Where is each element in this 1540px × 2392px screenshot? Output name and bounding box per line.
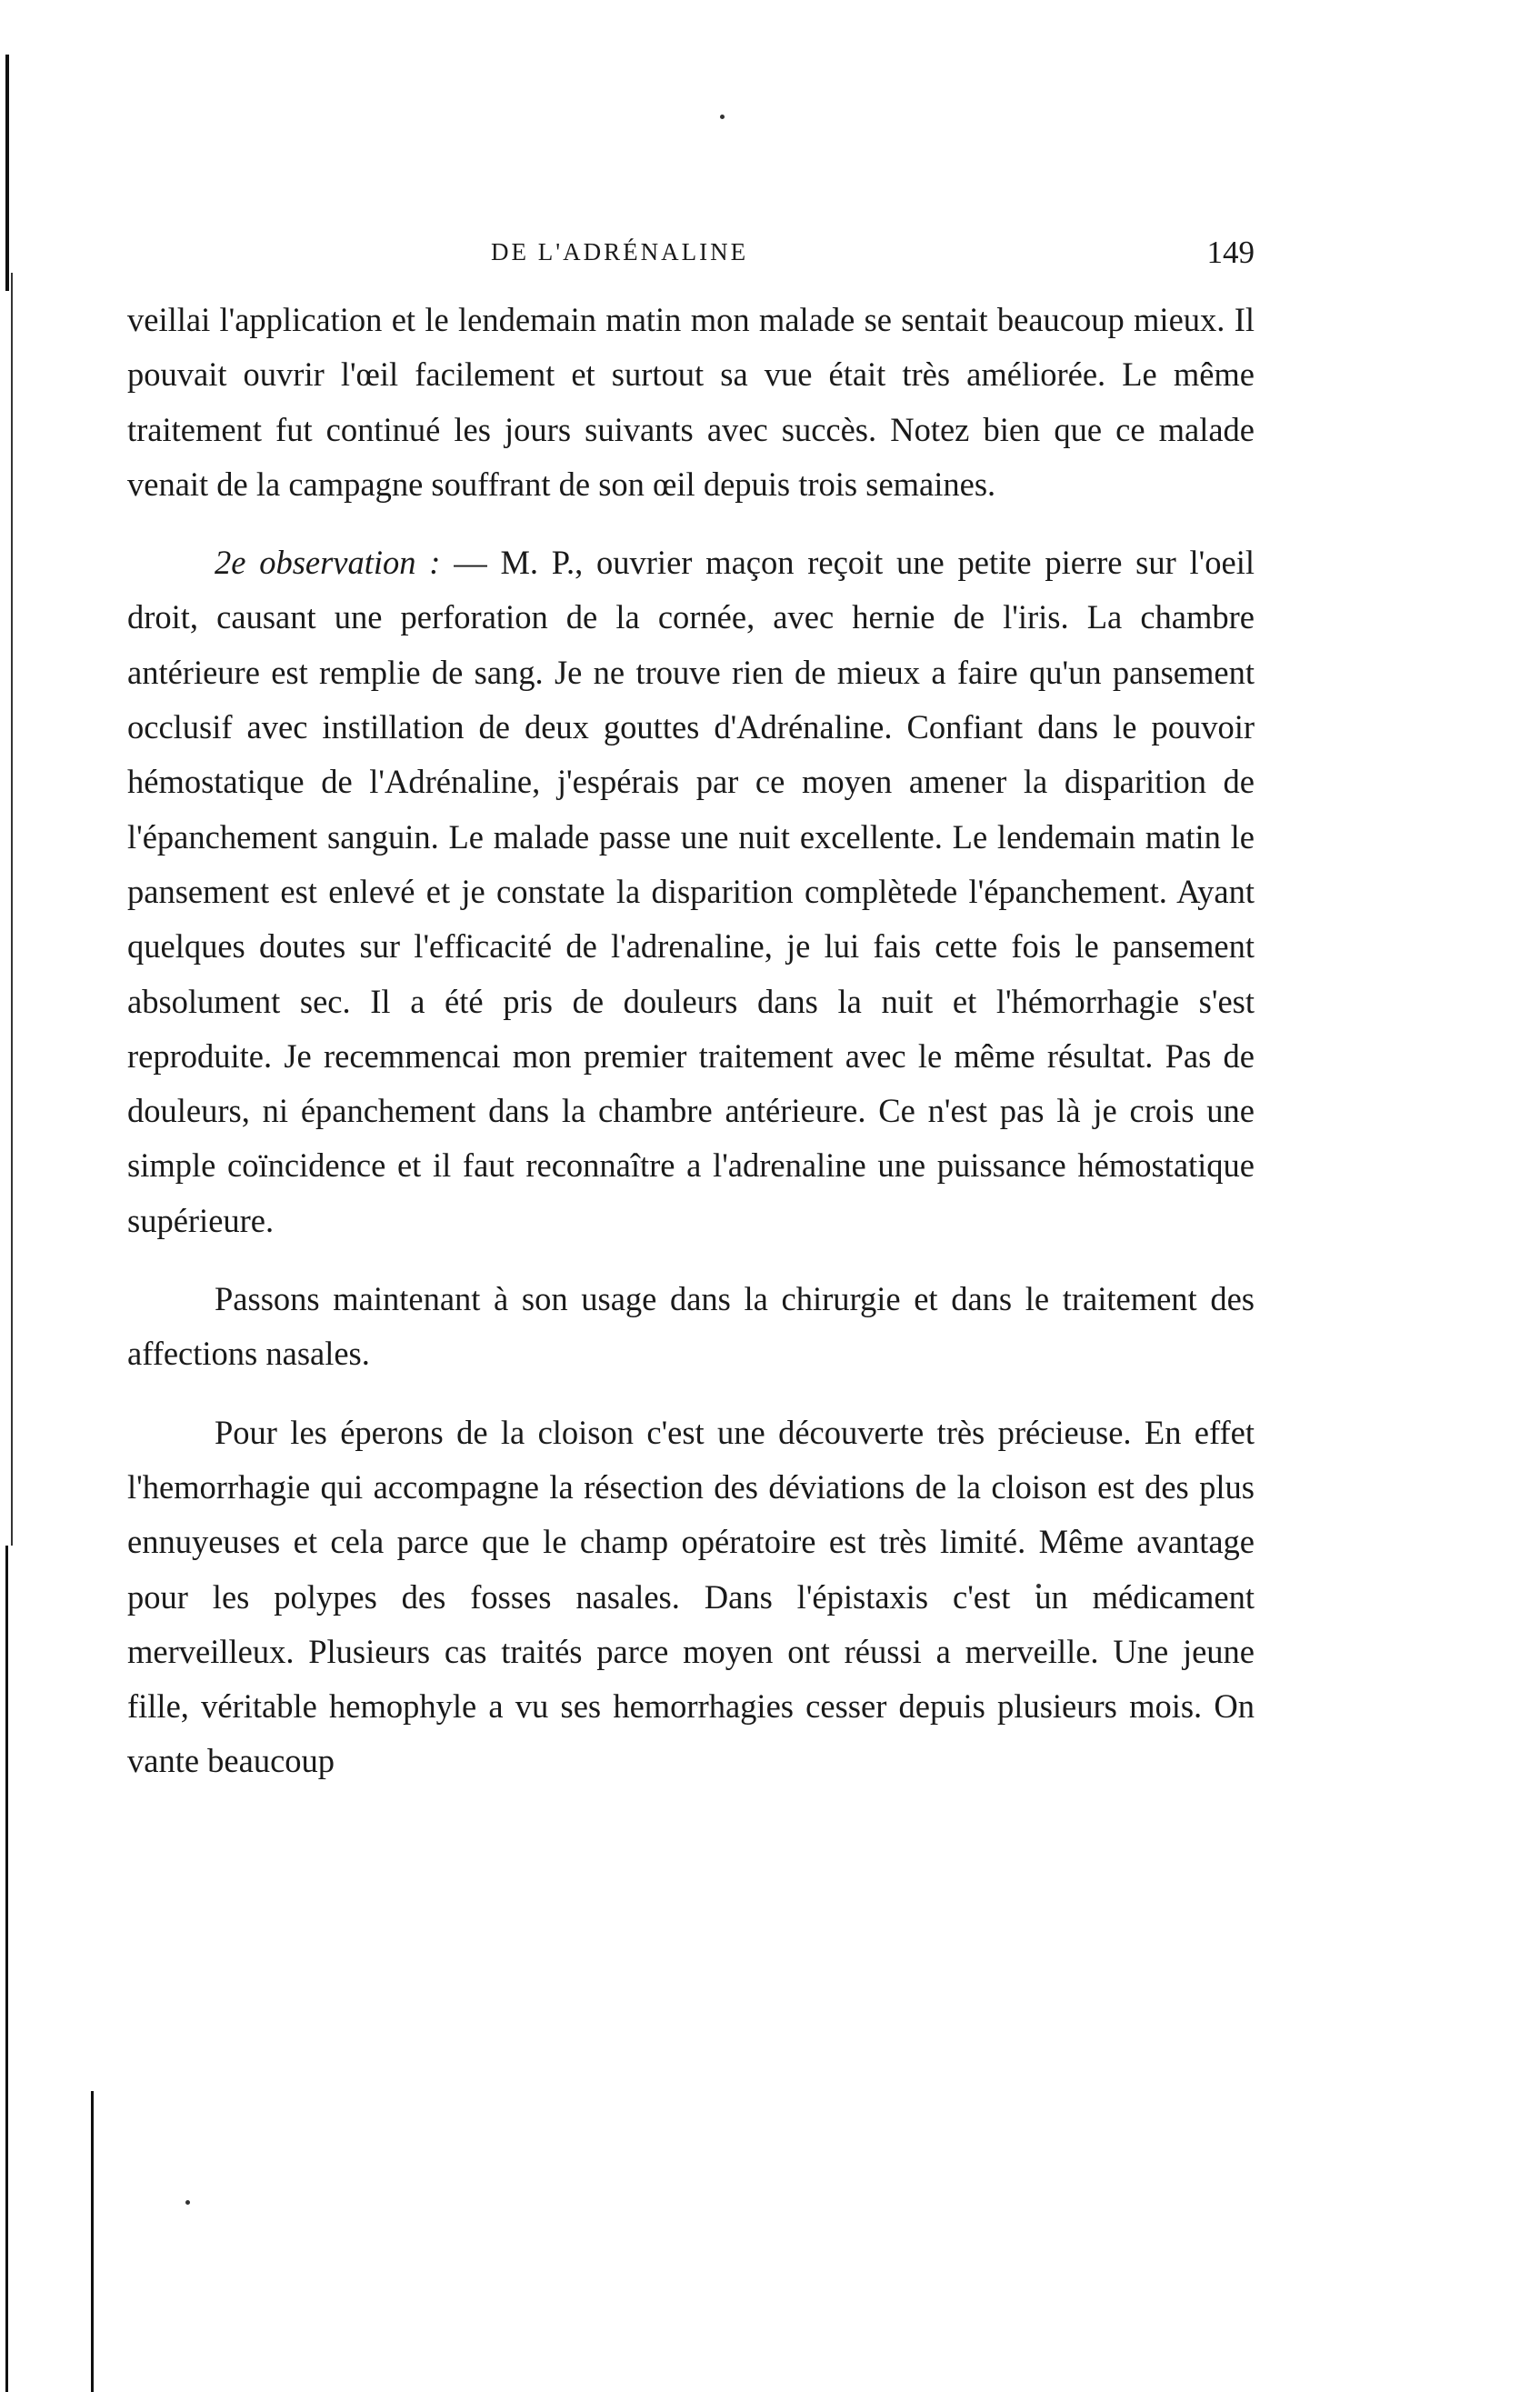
page-header [127,235,1255,280]
scan-edge-mark [5,1546,8,2392]
scan-edge-mark [91,2091,94,2392]
scan-edge-mark [11,273,13,1546]
paragraph-2 [127,535,1255,1248]
paragraph-4: Pour les éperons de la cloison c'est une découverte très précieuse. En effet l'hemorrhagie qui accompagne la résection des déviations de la cloison est des plus ennuyeuses et cela parce que le champ opératoire est très limité. Même avantage pour les polypes des fosses nasales. Dans l'épistaxis c'est un médicament merveilleux. Plusieurs cas traités parce moyen ont réussi a merveille. Une jeune fille, véritable hemophyle a vu ses hemorrhagies cesser depuis plusieurs mois. On vante beaucoup [127,1413,1255,1780]
paragraph-1: veillai l'application et le lendemain matin mon malade se sentait beaucoup mieux. Il pouvait ouvrir l'œil facilement et surtout sa vue était très améliorée. Le même traitement fut continué les jours suivants avec succès. Notez bien que ce malade venait de la campagne souffrant de son œil depuis trois semaines. [127,301,1255,503]
running-title: DE L'ADRÉNALINE [491,238,749,265]
scan-edge-mark [5,55,9,291]
page-body [127,293,1255,1789]
scan-speck [720,115,725,119]
paragraph-3: Passons maintenant à son usage dans la chirurgie et dans le traitement des affections nasales. [127,1280,1255,1373]
observation-label: 2e observation : [215,544,441,582]
scan-speck [185,2200,190,2205]
page-number: 149 [1206,235,1255,270]
observation-text: — M. P., ouvrier maçon reçoit une petite pierre sur l'oeil droit, causant une perforation de la cornée, avec hernie de l'iris. La chambre antérieure est remplie de sang. Je ne trouve rien de mieux a faire qu'un pansement occlusif avec instillation de deux gouttes d'Adrénaline. Confiant dans le pouvoir hémostatique de l'Adrénaline, j'espérais par ce moyen amener la disparition de l'épanchement sanguin. Le malade passe une nuit excellente. Le lendemain matin le pansement est enlevé et je constate la disparition complètede l'épanchement. Ayant quelques doutes sur l'efficacité de l'adrenaline, je lui fais cette fois le pansement absolument sec. Il a été pris de douleurs dans la nuit et l'hémorrhagie s'est reproduite. Je recemmencai mon premier traitement avec le même résultat. Pas de douleurs, ni épanchement dans la chambre antérieure. Ce n'est pas là je crois une simple coïncidence et il faut reconnaître a l'adrenaline une puissance hémostatique supérieure. [127,544,1255,1239]
